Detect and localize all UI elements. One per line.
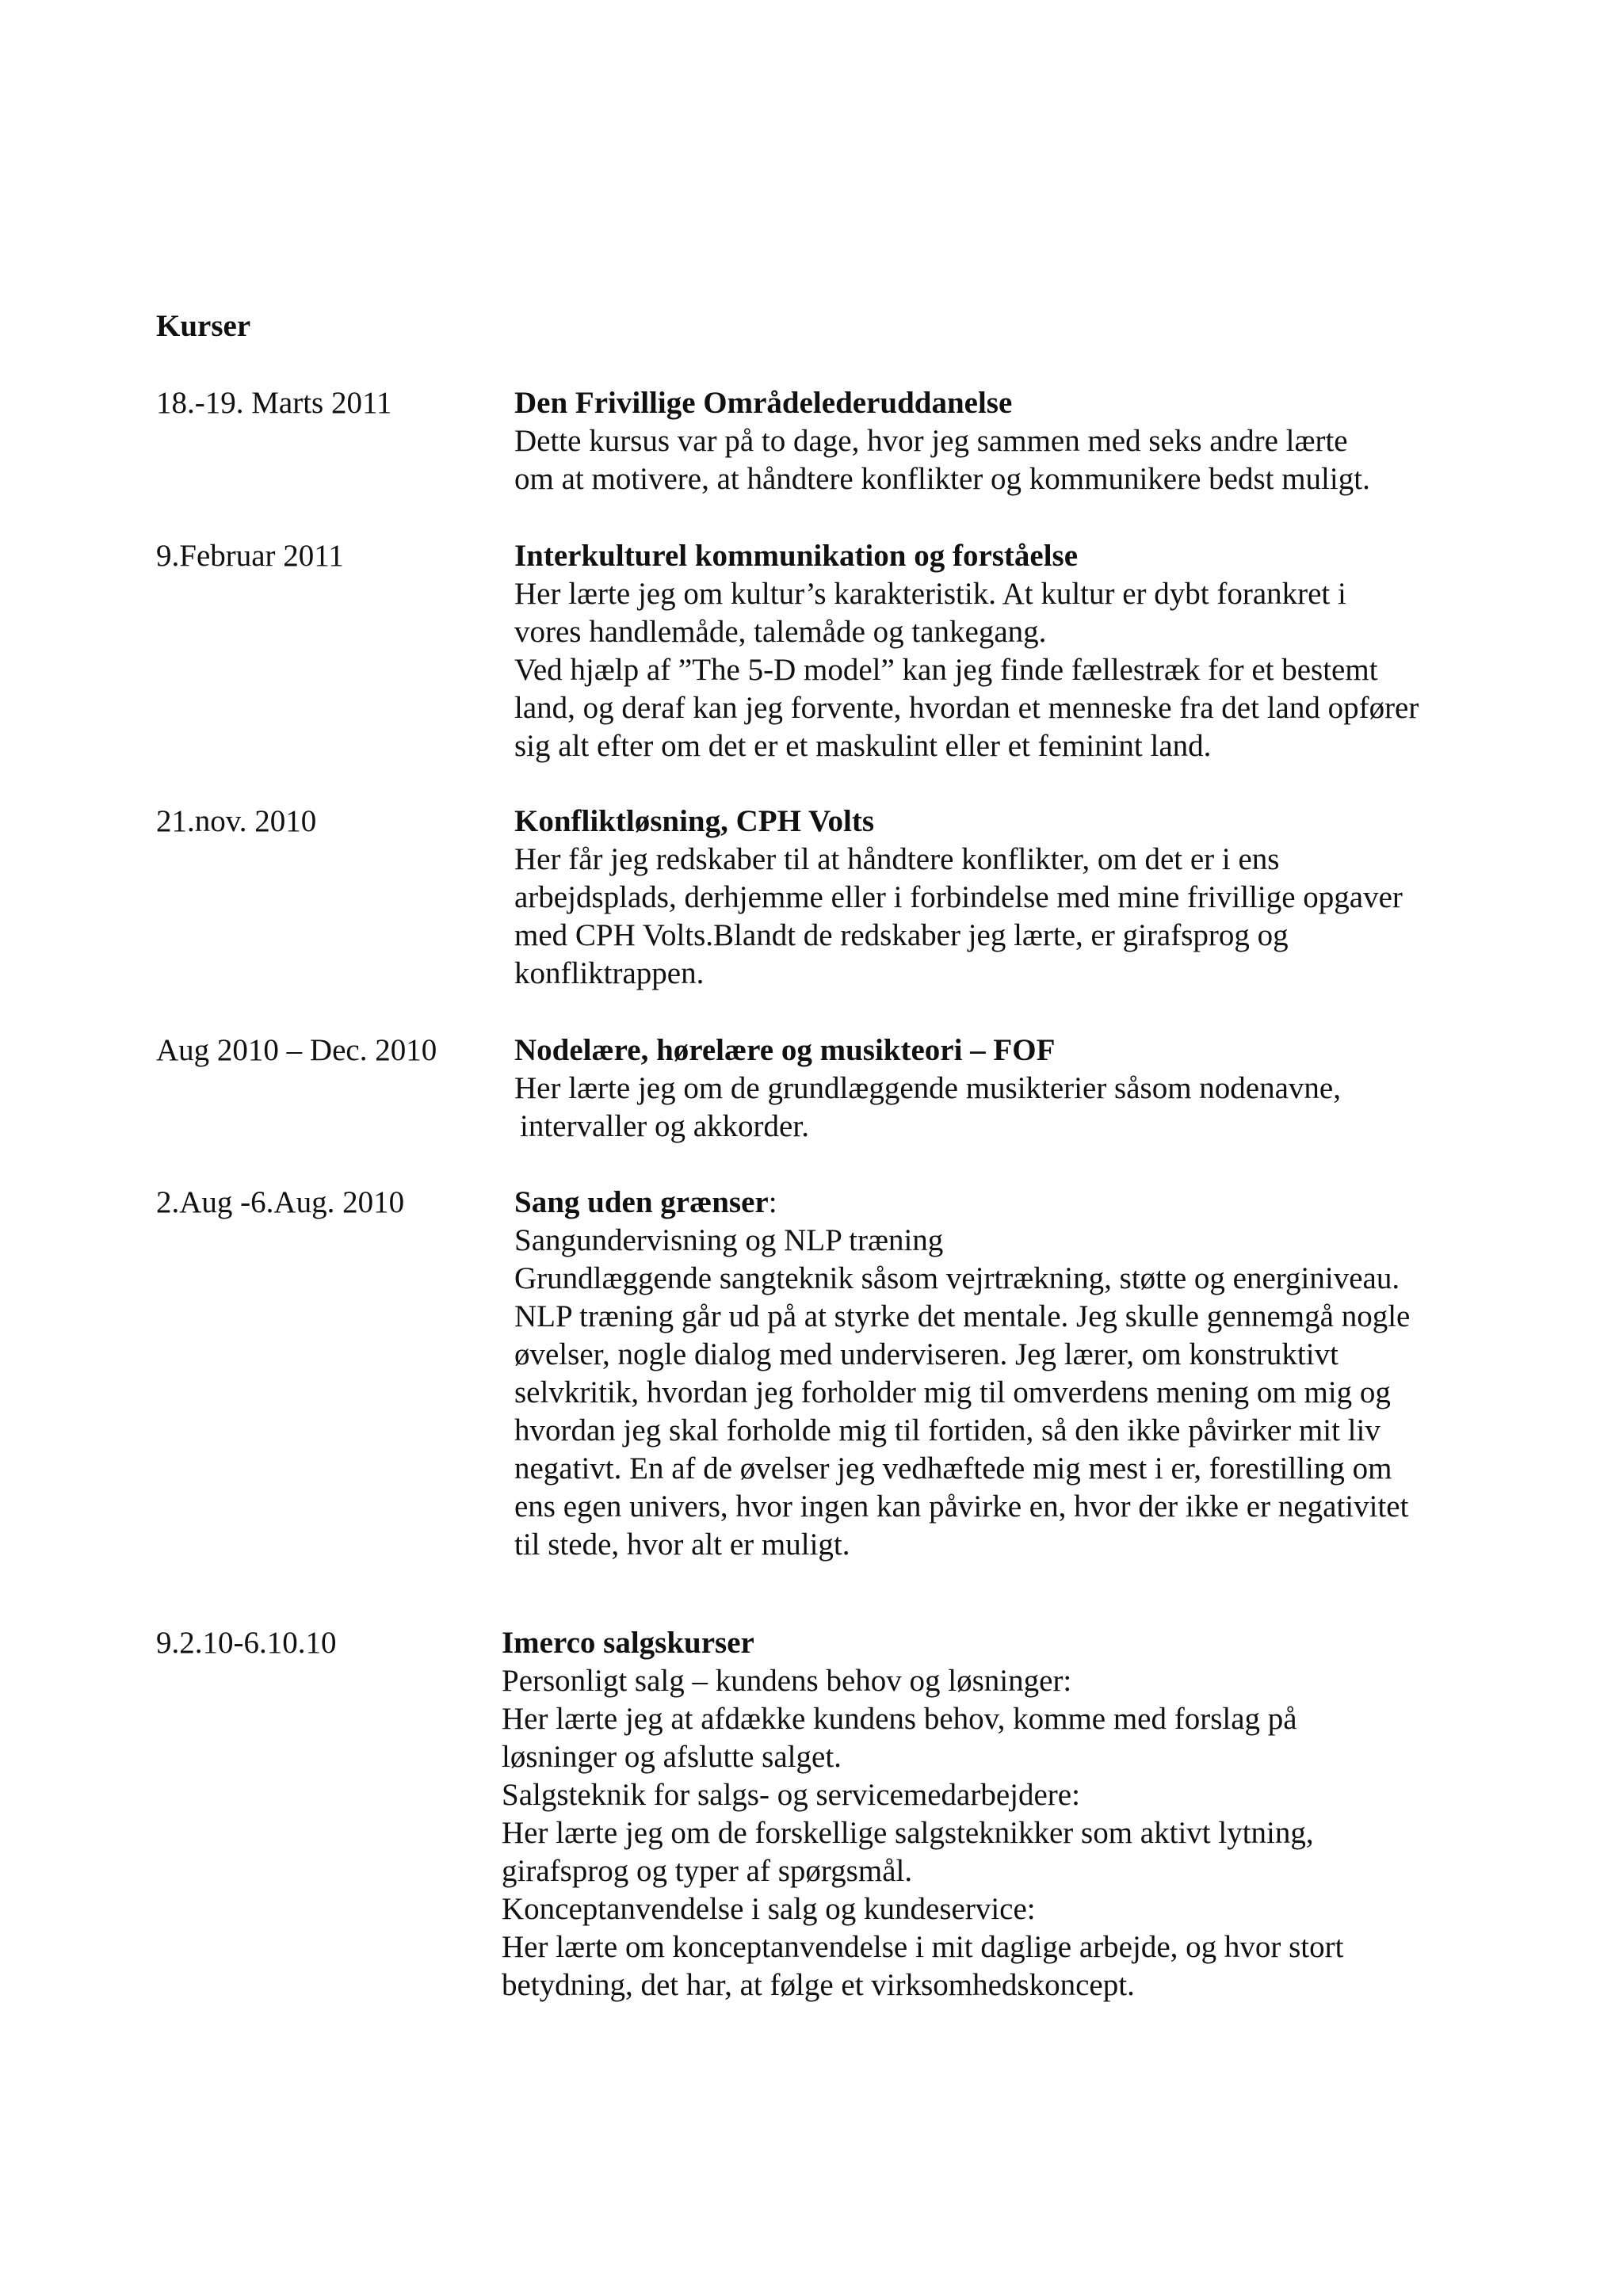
course-text-line: hvordan jeg skal forholde mig til fortiden, så den ikke påvirker mit liv [514,1413,1381,1447]
course-body [514,1032,1505,1146]
course-text-line: Her lærte jeg om de forskellige salgsteknikker som aktivt lytning, [502,1816,1314,1850]
course-title: Konfliktløsning, CPH Volts [514,804,875,838]
course-text-line: Salgsteknik for salgs- og servicemedarbejdere: [502,1778,1080,1812]
course-text-line: vores handlemåde, talemåde og tankegang. [514,615,1047,649]
section-heading: Kurser [156,309,251,343]
course-title: Imerco salgskurser [502,1626,754,1660]
course-text-line: Ved hjælp af ”The 5-D model” kan jeg finde fællestræk for et bestemt [514,653,1378,687]
course-body [514,537,1505,765]
course-title-row [514,1184,1505,1222]
course-text-line: øvelser, nogle dialog med underviseren. Jeg lærer, om konstruktivt [514,1337,1338,1371]
course-date: 9.Februar 2011 [156,539,344,573]
course-body [514,803,1505,993]
course-body [514,384,1505,498]
course-text-line: konfliktrappen. [514,956,705,990]
course-text-line: Her får jeg redskaber til at håndtere konflikter, om det er i ens [514,842,1280,876]
course-title: Nodelære, hørelære og musikteori – FOF [514,1033,1056,1067]
course-date: 21.nov. 2010 [156,804,317,838]
course-title: Sang uden grænser [514,1185,769,1219]
course-date: 18.-19. Marts 2011 [156,386,392,420]
course-body [502,1624,1492,2004]
course-text-line: om at motivere, at håndtere konflikter og kommunikere bedst muligt. [514,462,1370,496]
course-text-line: Grundlæggende sangteknik såsom vejrtrækning, støtte og energiniveau. [514,1261,1400,1295]
course-text-line: selvkritik, hvordan jeg forholder mig til omverdens mening om mig og [514,1375,1391,1409]
course-text-line: arbejdsplads, derhjemme eller i forbindelse med mine frivillige opgaver [514,880,1403,914]
course-title: Den Frivillige Områdelederuddanelse [514,386,1013,420]
course-text-line: intervaller og akkorder. [520,1109,809,1143]
course-text-line: negativt. En af de øvelser jeg vedhæftede mig mest i er, forestilling om [514,1451,1392,1486]
course-title: Interkulturel kommunikation og forståelse [514,539,1079,573]
course-date: 2.Aug -6.Aug. 2010 [156,1185,405,1219]
course-text-line: betydning, det har, at følge et virksomhedskoncept. [502,1968,1135,2002]
course-text-line: Konceptanvendelse i salg og kundeservice: [502,1892,1036,1926]
course-date: 9.2.10-6.10.10 [156,1626,337,1660]
course-text-line: Her lærte om konceptanvendelse i mit daglige arbejde, og hvor stort [502,1930,1344,1964]
course-text-line: til stede, hvor alt er muligt. [514,1527,850,1562]
course-text-line: løsninger og afslutte salget. [502,1740,842,1774]
course-text-line: NLP træning går ud på at styrke det mentale. Jeg skulle gennemgå nogle [514,1299,1411,1333]
course-text-line: Her lærte jeg om kultur’s karakteristik. At kultur er dybt forankret i [514,577,1346,611]
course-text-line: Personligt salg – kundens behov og løsninger: [502,1664,1072,1698]
course-text-line: land, og deraf kan jeg forvente, hvordan et menneske fra det land opfører [514,691,1419,725]
course-text-line: Her lærte jeg at afdække kundens behov, komme med forslag på [502,1702,1297,1736]
course-text-line: Dette kursus var på to dage, hvor jeg sammen med seks andre lærte [514,424,1348,458]
course-date: Aug 2010 – Dec. 2010 [156,1033,437,1067]
course-text-line: Sangundervisning og NLP træning [514,1223,944,1257]
course-text-line: med CPH Volts.Blandt de redskaber jeg lærte, er girafsprog og [514,918,1289,952]
course-text-line: girafsprog og typer af spørgsmål. [502,1854,913,1888]
course-body [514,1184,1505,1564]
course-text-line: sig alt efter om det er et maskulint eller et feminint land. [514,729,1212,763]
course-title-suffix: : [768,1185,777,1219]
course-text-line: Her lærte jeg om de grundlæggende musikterier såsom nodenavne, [514,1071,1341,1105]
course-text-line: ens egen univers, hvor ingen kan påvirke en, hvor der ikke er negativitet [514,1489,1409,1524]
